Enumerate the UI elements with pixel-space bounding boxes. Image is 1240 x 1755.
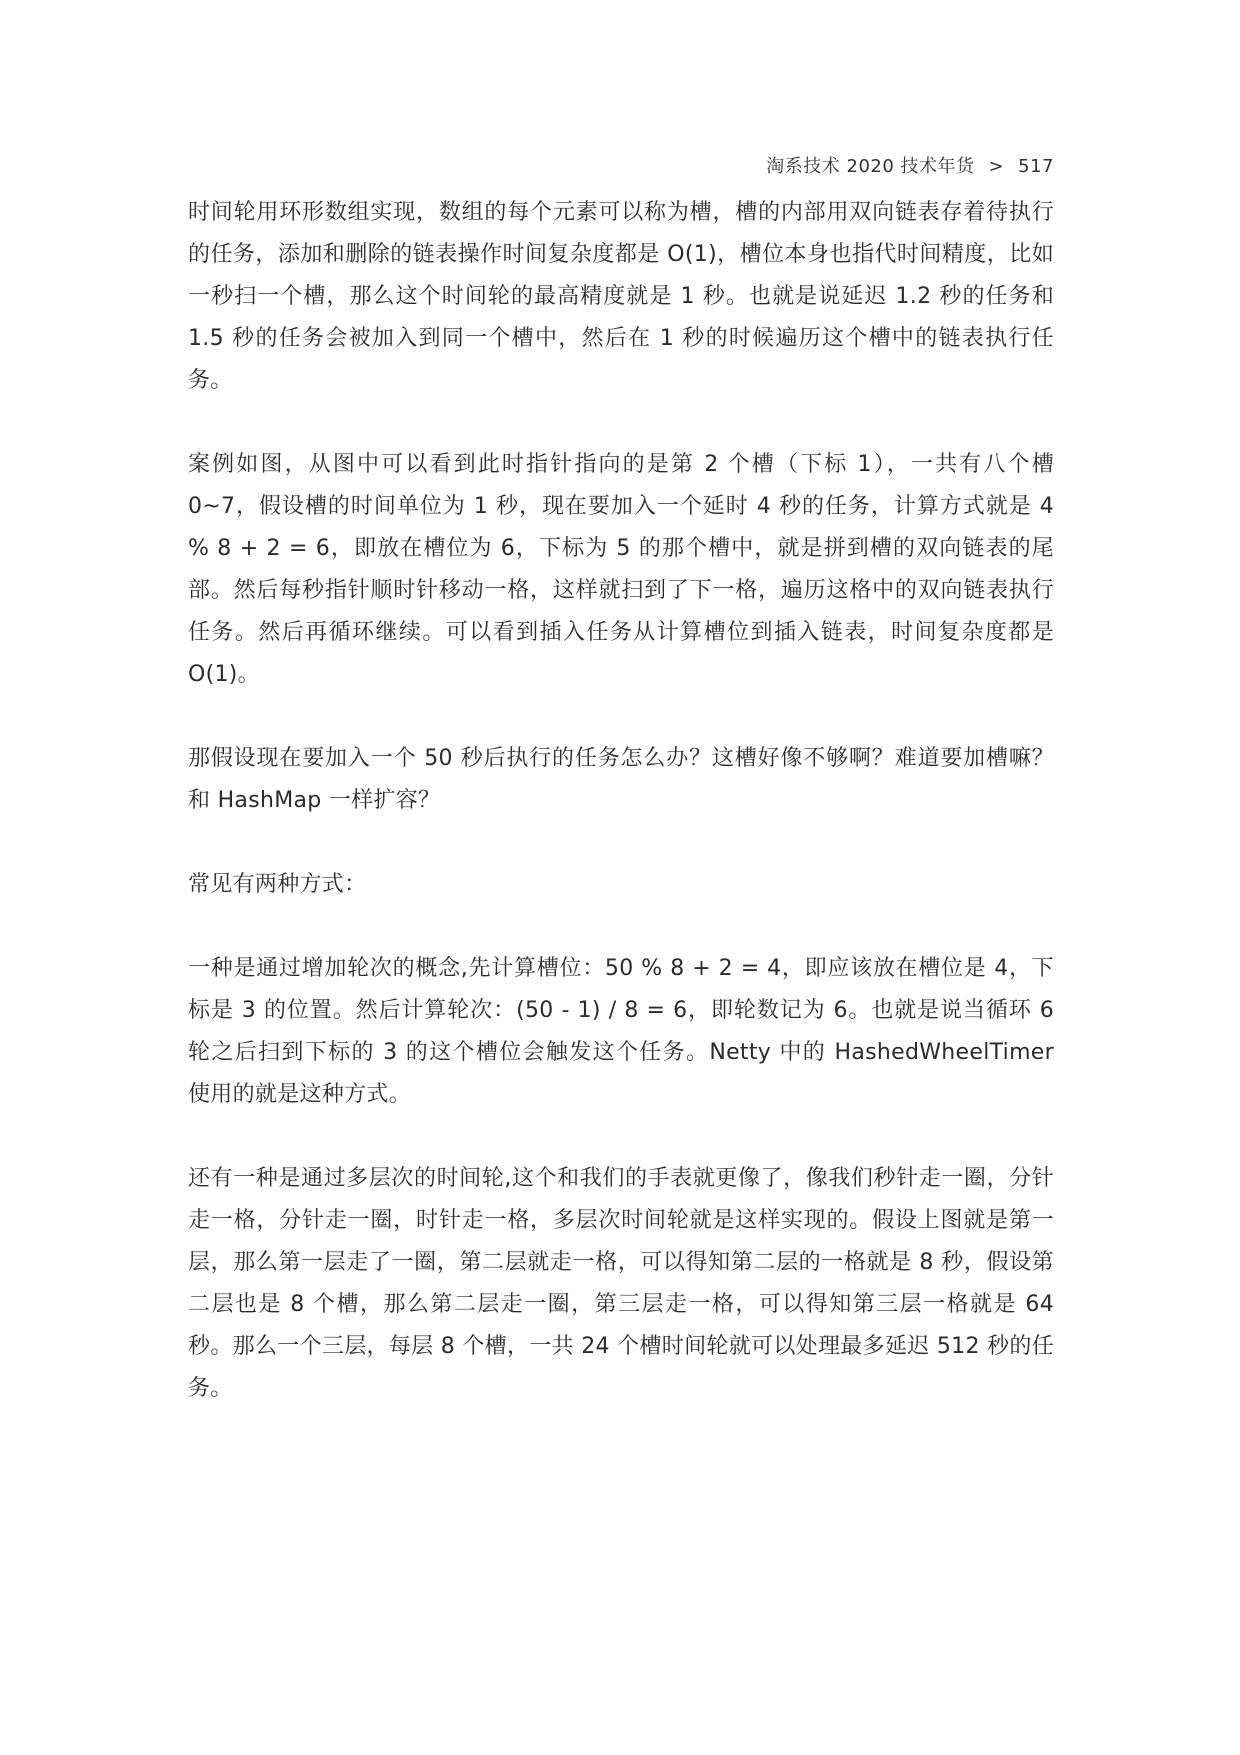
running-header: [766, 152, 1054, 178]
paragraph-question: 那假设现在要加入一个 50 秒后执行的任务怎么办？这槽好像不够啊？难道要加槽嘛？和 HashMap 一样扩容？: [188, 746, 1054, 813]
paragraph-multilevel-method: 还有一种是通过多层次的时间轮,这个和我们的手表就更像了，像我们秒针走一圈，分针走一格，分针走一圈，时针走一格，多层次时间轮就是这样实现的。假设上图就是第一层，那么第一层走了一圈，第二层就走一格，可以得知第二层的一格就是 8 秒，假设第二层也是 8 个槽，那么第二层走一圈，第三层走一格，可以得知第三层一格就是 64 秒。那么一个三层，每层 8 个槽，一共 24 个槽时间轮就可以处理最多延迟 512 秒的任务。: [188, 1166, 1054, 1401]
paragraph-time-wheel-intro: 时间轮用环形数组实现，数组的每个元素可以称为槽，槽的内部用双向链表存着待执行的任务，添加和删除的链表操作时间复杂度都是 O(1)，槽位本身也指代时间精度，比如一秒扫一个槽，那么这个时间轮的最高精度就是 1 秒。也就是说延迟 1.2 秒的任务和 1.5 秒的任务会被加入到同一个槽中，然后在 1 秒的时候遍历这个槽中的链表执行任务。: [188, 200, 1054, 393]
paragraph-example: 案例如图，从图中可以看到此时指针指向的是第 2 个槽（下标 1），一共有八个槽 0~7，假设槽的时间单位为 1 秒，现在要加入一个延时 4 秒的任务，计算方式就是 4 % 8 + 2 = 6，即放在槽位为 6，下标为 5 的那个槽中，就是拼到槽的双向链表的尾部。然后每秒指针顺时针移动一格，这样就扫到了下一格，遍历这格中的双向链表执行任务。然后再循环继续。可以看到插入任务从计算槽位到插入链表，时间复杂度都是 O(1)。: [188, 452, 1054, 687]
page-number: 517: [1018, 156, 1054, 177]
paragraph-two-methods: 常见有两种方式：: [188, 872, 367, 897]
book-title: 淘系技术 2020 技术年货: [766, 156, 975, 177]
header-separator: >: [988, 156, 1005, 177]
paragraph-rounds-method: 一种是通过增加轮次的概念,先计算槽位：50 % 8 + 2 = 4，即应该放在槽位是 4，下标是 3 的位置。然后计算轮次：(50 - 1) / 8 = 6，即轮数记为 6。也就是说当循环 6 轮之后扫到下标的 3 的这个槽位会触发这个任务。Netty 中的 HashedWheelTimer 使用的就是这种方式。: [188, 956, 1054, 1107]
body-text: [188, 192, 1054, 1452]
